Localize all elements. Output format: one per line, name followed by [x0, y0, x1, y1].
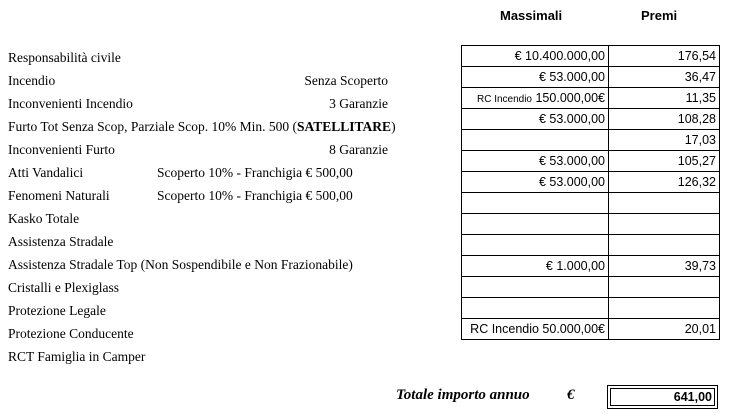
- row-label-rct-famiglia: RCT Famiglia in Camper: [8, 349, 146, 364]
- total-value: 641,00: [610, 388, 715, 406]
- massimale-prefix: RC Incendio: [476, 94, 532, 105]
- massimale-cell: € 10.400.000,00: [462, 46, 609, 67]
- satellitare-text: SATELLITARE: [297, 119, 392, 134]
- premio-cell: 176,54: [609, 46, 720, 67]
- table-row: [462, 172, 720, 193]
- premio-cell: 39,73: [609, 256, 720, 277]
- row-label-inconvenienti-furto: Inconvenienti Furto: [8, 142, 115, 157]
- table-row: [462, 46, 720, 67]
- premio-cell: [609, 193, 720, 214]
- table-row: [462, 298, 720, 319]
- row-detail-fenomeni-naturali: Scoperto 10% - Franchigia € 500,00: [157, 188, 353, 203]
- table-row: [462, 277, 720, 298]
- massimale-cell: € 1.000,00: [462, 256, 609, 277]
- row-detail-incendio: Senza Scoperto: [304, 73, 388, 88]
- row-label-atti-vandalici: Atti Vandalici: [8, 165, 84, 180]
- premio-cell: 105,27: [609, 151, 720, 172]
- massimale-cell: RC Incendio 50.000,00€: [462, 319, 609, 340]
- row-label-rc: Responsabilità civile: [8, 50, 121, 65]
- total-label: Totale importo annuo: [396, 387, 530, 403]
- massimale-cell: € 53.000,00: [462, 67, 609, 88]
- massimale-value: 150.000,00€: [535, 91, 605, 105]
- massimale-cell: € 53.000,00: [462, 109, 609, 130]
- premio-cell: 36,47: [609, 67, 720, 88]
- row-label-assistenza: Assistenza Stradale: [8, 234, 114, 249]
- massimale-cell: [462, 214, 609, 235]
- massimale-cell: [462, 298, 609, 319]
- table-row: [462, 67, 720, 88]
- premio-cell: 20,01: [609, 319, 720, 340]
- massimale-cell: € 53.000,00: [462, 151, 609, 172]
- premio-cell: 126,32: [609, 172, 720, 193]
- row-label-kasko: Kasko Totale: [8, 211, 80, 226]
- table-row: [462, 151, 720, 172]
- row-label-cristalli: Cristalli e Plexiglass: [8, 280, 119, 295]
- row-detail-atti-vandalici: Scoperto 10% - Franchigia € 500,00: [157, 165, 353, 180]
- massimale-cell: [462, 235, 609, 256]
- row-detail-inconvenienti-incendio: 3 Garanzie: [329, 96, 388, 111]
- table-row: [462, 109, 720, 130]
- row-detail-inconvenienti-furto: 8 Garanzie: [329, 142, 388, 157]
- row-label-protezione-conducente: Protezione Conducente: [8, 326, 134, 341]
- row-label-inconvenienti-incendio: Inconvenienti Incendio: [8, 96, 133, 111]
- row-label-fenomeni-naturali: Fenomeni Naturali: [8, 188, 110, 203]
- furto-label-text: Furto Tot Senza Scop, Parziale Scop. 10% Min. 500 (: [8, 119, 298, 134]
- values-table: [461, 45, 720, 340]
- total-box: [607, 385, 718, 409]
- table-row: [462, 130, 720, 151]
- table-row: [462, 235, 720, 256]
- table-row: [462, 214, 720, 235]
- row-label-incendio: Incendio: [8, 73, 56, 88]
- row-label-protezione-legale: Protezione Legale: [8, 303, 106, 318]
- massimale-cell: [462, 193, 609, 214]
- premio-cell: [609, 277, 720, 298]
- table-row: [462, 88, 720, 109]
- premio-cell: [609, 298, 720, 319]
- massimale-cell: [462, 130, 609, 151]
- header-premi: Premi: [641, 8, 678, 23]
- furto-label-suffix: ): [391, 119, 396, 134]
- row-label-assistenza-top: Assistenza Stradale Top (Non Sospendibile e Non Frazionabile): [8, 257, 353, 272]
- premio-cell: [609, 214, 720, 235]
- massimale-cell: € 53.000,00: [462, 172, 609, 193]
- premio-cell: [609, 235, 720, 256]
- premio-cell: 11,35: [609, 88, 720, 109]
- premio-cell: 17,03: [609, 130, 720, 151]
- row-label-furto: [8, 119, 396, 135]
- table-row: [462, 256, 720, 277]
- premio-cell: 108,28: [609, 109, 720, 130]
- total-currency: €: [567, 387, 575, 403]
- table-row: [462, 319, 720, 340]
- table-row: [462, 193, 720, 214]
- massimale-cell: [462, 277, 609, 298]
- header-massimali: Massimali: [500, 8, 563, 23]
- massimale-cell: [462, 88, 609, 109]
